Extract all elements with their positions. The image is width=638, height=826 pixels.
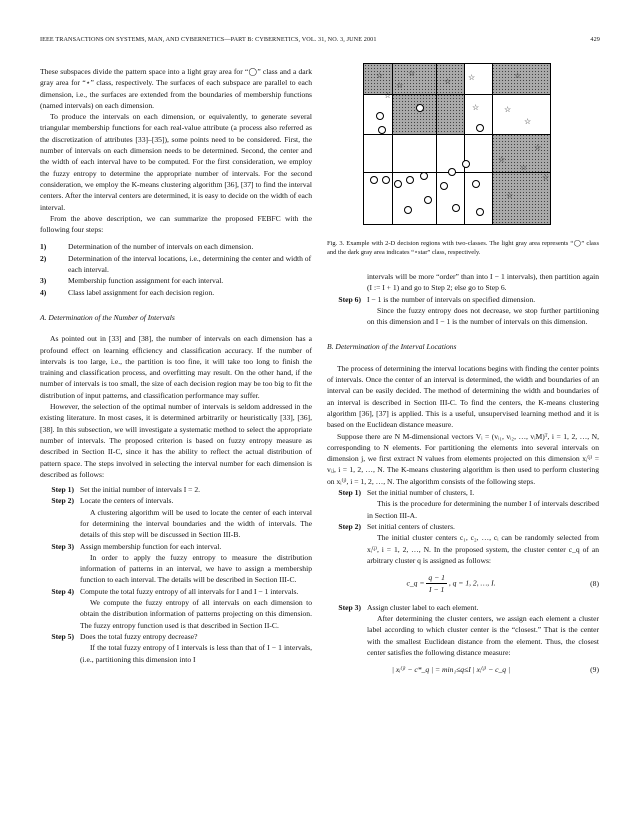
paragraph: However, the selection of the optimal number of intervals is seldom addressed in the existing literature. In most cases, it is determined arbitrarily or heuristically [33], [36], [38]. In this subsection, we will investigate a systematic method to select the appropriate number of intervals. The proposed criterion is based on fuzzy entropy measure as described in Section II-C, since it has the ability to reflect the actual distribution of pattern space. The steps involved in selecting the interval number for each dimension is described as follows: (40, 402, 312, 479)
list-item: 3) Membership function assignment for each interval. (40, 276, 224, 286)
numbered-list (40, 241, 312, 297)
star-marker-icon: ☆ (506, 191, 514, 200)
star-marker-icon: ☆ (376, 71, 384, 80)
step-item: Step 3) Assign cluster label to each element. After determining the cluster centers, we assign each element a cluster label according to which cluster center is the “closest.” That is the center with the smallest Euclidean distance from the element. Thus, the closest center satisfies the following distance measure: (338, 602, 599, 657)
equation-8: c_q = $\frac{q - 1}{I - 1}$ , q = 1, 2, …, I. (8) (406, 573, 599, 595)
star-marker-icon: ☆ (514, 71, 522, 80)
star-marker-icon: ☆ (542, 173, 550, 182)
circle-marker-icon (476, 208, 484, 216)
star-marker-icon: ☆ (468, 73, 476, 82)
star-marker-icon: ☆ (472, 103, 480, 112)
step-item: Step 2) Set initial centers of clusters. The initial cluster centers c₁, c₂, …, cᵢ can be randomly selected from xᵢ⁽ʲ⁾, i = 1, 2, …, N. In the proposed system, the cluster center c_q of an arbitrary cluster q is assigned as follows: (338, 521, 599, 565)
decision-region-figure (363, 63, 551, 225)
star-marker-icon: ☆ (444, 77, 452, 86)
step-item: Step 2) Locate the centers of intervals. A clustering algorithm will be used to locate the center of each interval for determining the interval boundaries and the width of intervals. The details of this step will be discussed in Section III-B. (51, 496, 312, 540)
paragraph: From the above description, we can summarize the proposed FEBFC with the following four steps: (40, 213, 312, 235)
journal-title: IEEE TRANSACTIONS ON SYSTEMS, MAN, AND CYBERNETICS—PART B: CYBERNETICS, VOL. 31, NO. 3, JUNE 2001 (40, 36, 377, 43)
running-header (40, 36, 600, 43)
circle-marker-icon (376, 112, 384, 120)
list-item: 4) Class label assignment for each decision region. (40, 287, 215, 297)
list-item: 1) Determination of the number of intervals on each dimension. (40, 242, 254, 252)
paragraph: As pointed out in [33] and [38], the number of intervals on each dimension has a profound effect on learning efficiency and classification accuracy. If the number of intervals is too large, i.e., the partition is too fine, it will take too long to finish the training and classification process, and overfitting may result. On the other hand, if the number of intervals is too small, the size of each decision region may be too big to fit the distribution of input patterns, and classification performance may suffer. (40, 334, 312, 400)
dark-region (392, 94, 464, 134)
circle-marker-icon (416, 104, 424, 112)
figure-caption: Fig. 3. Example with 2-D decision regions with two-classes. The light gray area represents “◯” class and the dark gray area indicates “⋆star” class, respectively. (327, 240, 599, 256)
paragraph: These subspaces divide the pattern space into a light gray area for “◯” class and a dark gray area for “⋆” class, respectively. The surfaces of each subspace are parallel to each dimension, i.e., the surfaces are extended from the boundaries of membership functions (named intervals) on each dimension. (40, 67, 312, 110)
circle-marker-icon (378, 126, 386, 134)
paragraph: To produce the intervals on each dimension, or equivalently, to generate several triangular membership functions for each real-value attribute (a process also referred as the discretization of attributes [33]–[35]), some points need to be considered. First, the number of intervals on each dimension needs to be determined. Second, the center and the width of each interval have to be computed. For the first consideration, we employ the fuzzy entropy to determine the appropriate number of intervals. For the second consideration, we employ the K-means clustering algorithm [36], [37] to find the interval centers. After the interval centers are determined, it is easy to decide on the width of each interval. (40, 112, 312, 212)
step-item: Step 4) Compute the total fuzzy entropy of all intervals for I and I − 1 intervals. We compute the fuzzy entropy of all intervals on each dimension to obtain the distribution information of patterns projecting on this dimension. The fuzzy entropy function used is that described in Section II-C. (51, 586, 312, 630)
paragraph: The process of determining the interval locations begins with finding the center points of intervals. Once the center of an interval is determined, the width and boundaries of an interval can be easily decided. The method of determining the width and boundaries of an interval is described in Section III-C. To find the centers, the K-means clustering algorithm [36], [37] is applied. This is a useful, unsupervised learning method and it is based on the Euclidean distance measure. (327, 363, 599, 430)
circle-marker-icon (404, 206, 412, 214)
star-marker-icon: ☆ (498, 155, 506, 164)
circle-marker-icon (462, 160, 470, 168)
circle-marker-icon (424, 196, 432, 204)
paragraph: Suppose there are N M-dimensional vectors Vᵢ = (vᵢ₁, vᵢ₂, …, vᵢM)ᵀ, i = 1, 2, …, N, corresponding to N elements. For partitioning the elements into several intervals on dimension j, we first extract N values from elements projected on this dimension xᵢ⁽ʲ⁾ = vᵢⱼ, i = 1, 2, …, N. The K-means clustering algorithm is then used to perform clustering on xᵢ⁽ʲ⁾, i = 1, 2, …, N. The algorithm consists of the following steps. (327, 431, 599, 486)
circle-marker-icon (420, 172, 428, 180)
page-number: 429 (590, 36, 600, 43)
list-item: 2) Determination of the interval locations, i.e., determining the center and width of each interval. (40, 253, 312, 275)
step-item: Step 5) Does the total fuzzy entropy decrease? If the total fuzzy entropy of I intervals is less than that of I − 1 intervals, (i.e., partitioning this dimension into I (51, 631, 312, 664)
star-marker-icon: ☆ (396, 81, 404, 90)
star-marker-icon: ☆ (534, 143, 542, 152)
step-item: Step 1) Set the initial number of clusters, I. This is the procedure for determining the number I of intervals described in Section III-A. (338, 488, 599, 520)
step-item: Step 1) Set the initial number of intervals I = 2. (51, 485, 201, 495)
star-marker-icon: ☆ (504, 105, 512, 114)
circle-marker-icon (394, 180, 402, 188)
section-heading: B. Determination of the Interval Locations (327, 342, 457, 352)
circle-marker-icon (382, 176, 390, 184)
star-marker-icon: ☆ (524, 117, 532, 126)
equation-9: | xᵢ⁽ʲ⁾ − c*_q | = min₁≤q≤I | xᵢ⁽ʲ⁾ − c_q | (9) (391, 665, 599, 675)
step-item: Step 3) Assign membership function for each interval. In order to apply the fuzzy entropy to measure the distribution information of patterns in an interval, we have to assign a membership function to each interval. The details will be described in Section III-C. (51, 541, 312, 585)
step-list (40, 484, 312, 665)
right-column (327, 66, 599, 682)
circle-marker-icon (472, 180, 480, 188)
left-column (40, 66, 312, 665)
circle-marker-icon (406, 176, 414, 184)
circle-marker-icon (370, 176, 378, 184)
star-marker-icon: ☆ (408, 69, 416, 78)
step-list (327, 487, 599, 566)
circle-marker-icon (452, 204, 460, 212)
section-heading: A. Determination of the Number of Intervals (40, 312, 175, 322)
circle-marker-icon (440, 182, 448, 190)
star-marker-icon: ☆ (520, 163, 528, 172)
star-marker-icon: ☆ (384, 91, 392, 100)
circle-marker-icon (476, 124, 484, 132)
circle-marker-icon (448, 168, 456, 176)
step-continuation: intervals will be more “order” than into I − 1 intervals), then partition again (I := I + 1) and go to Step 2; else go to Step 6. Step 6) I − 1 is the number of intervals on specified dimension. Since the fuzzy entropy does not decrease, we stop further partitioning on this dimension and I − 1 is the number of intervals on this dimension. (327, 271, 599, 327)
step-item: Step 6) I − 1 is the number of intervals on specified dimension. Since the fuzzy entropy does not decrease, we stop further partitioning on this dimension and I − 1 is the number of intervals on this dimension. (338, 294, 599, 327)
